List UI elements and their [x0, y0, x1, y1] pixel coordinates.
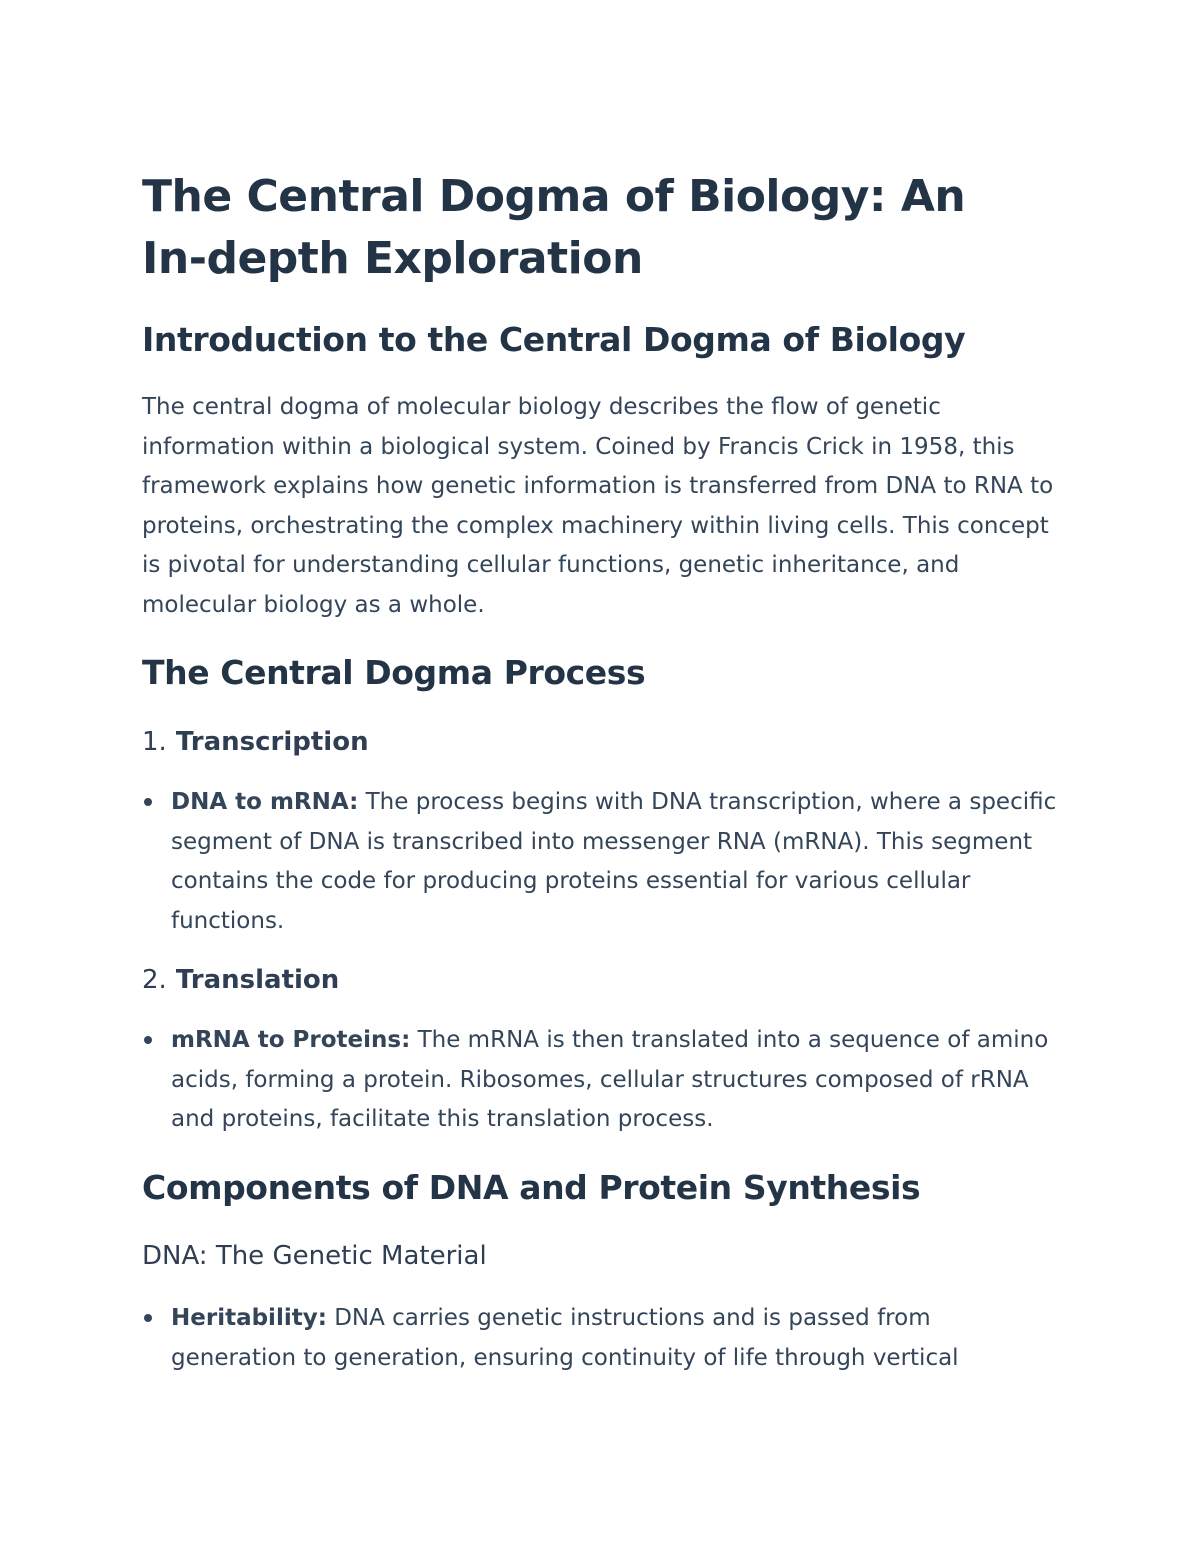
step-number: 2. — [142, 965, 167, 995]
bullet-text: The mRNA is then translated into a sequence of amino acids, forming a protein. Ribosomes, cellular structures composed of rRNA and proteins, facilitate this translation process. — [171, 1027, 1049, 1132]
list-item — [142, 783, 1062, 941]
bullet-dot — [144, 798, 152, 806]
bullet-dot — [144, 1036, 152, 1044]
bullet-term: DNA to mRNA: — [171, 789, 359, 815]
list-item-body — [171, 783, 1062, 941]
list-item — [142, 1021, 1062, 1140]
bullet-dot — [144, 1314, 152, 1322]
components-heading: Components of DNA and Protein Synthesis — [142, 1168, 921, 1207]
dna-subheading: DNA: The Genetic Material — [142, 1241, 487, 1271]
intro-heading: Introduction to the Central Dogma of Biology — [142, 320, 966, 359]
bullet-term: Heritability: — [171, 1305, 327, 1331]
step-title: Translation — [175, 965, 340, 995]
process-heading: The Central Dogma Process — [142, 653, 646, 692]
bullet-text: The process begins with DNA transcription, where a specific segment of DNA is transcribed into messenger RNA (mRNA). This segment contains the code for producing proteins essential for various cellular functions. — [171, 789, 1057, 934]
document-title: The Central Dogma of Biology: An In-depth Exploration — [142, 171, 966, 284]
list-item-body — [171, 1021, 1062, 1140]
step-number: 1. — [142, 727, 167, 757]
step-transcription-heading — [142, 726, 369, 758]
list-item — [142, 1299, 1062, 1378]
bullet-term: mRNA to Proteins: — [171, 1027, 411, 1053]
step-translation-heading — [142, 964, 339, 996]
bullet-text: DNA carries genetic instructions and is passed from generation to generation, ensuring continuity of life through vertical — [171, 1305, 959, 1371]
intro-paragraph: The central dogma of molecular biology describes the flow of genetic information within a biological system. Coined by Francis Crick in 1958, this framework explains how genetic information is transferred from DNA to RNA to proteins, orchestrating the complex machinery within living cells. This concept is pivotal for understanding cellular functions, genetic inheritance, and molecular biology as a whole. — [142, 394, 1054, 618]
list-item-body — [171, 1299, 1062, 1378]
step-title: Transcription — [175, 727, 369, 757]
